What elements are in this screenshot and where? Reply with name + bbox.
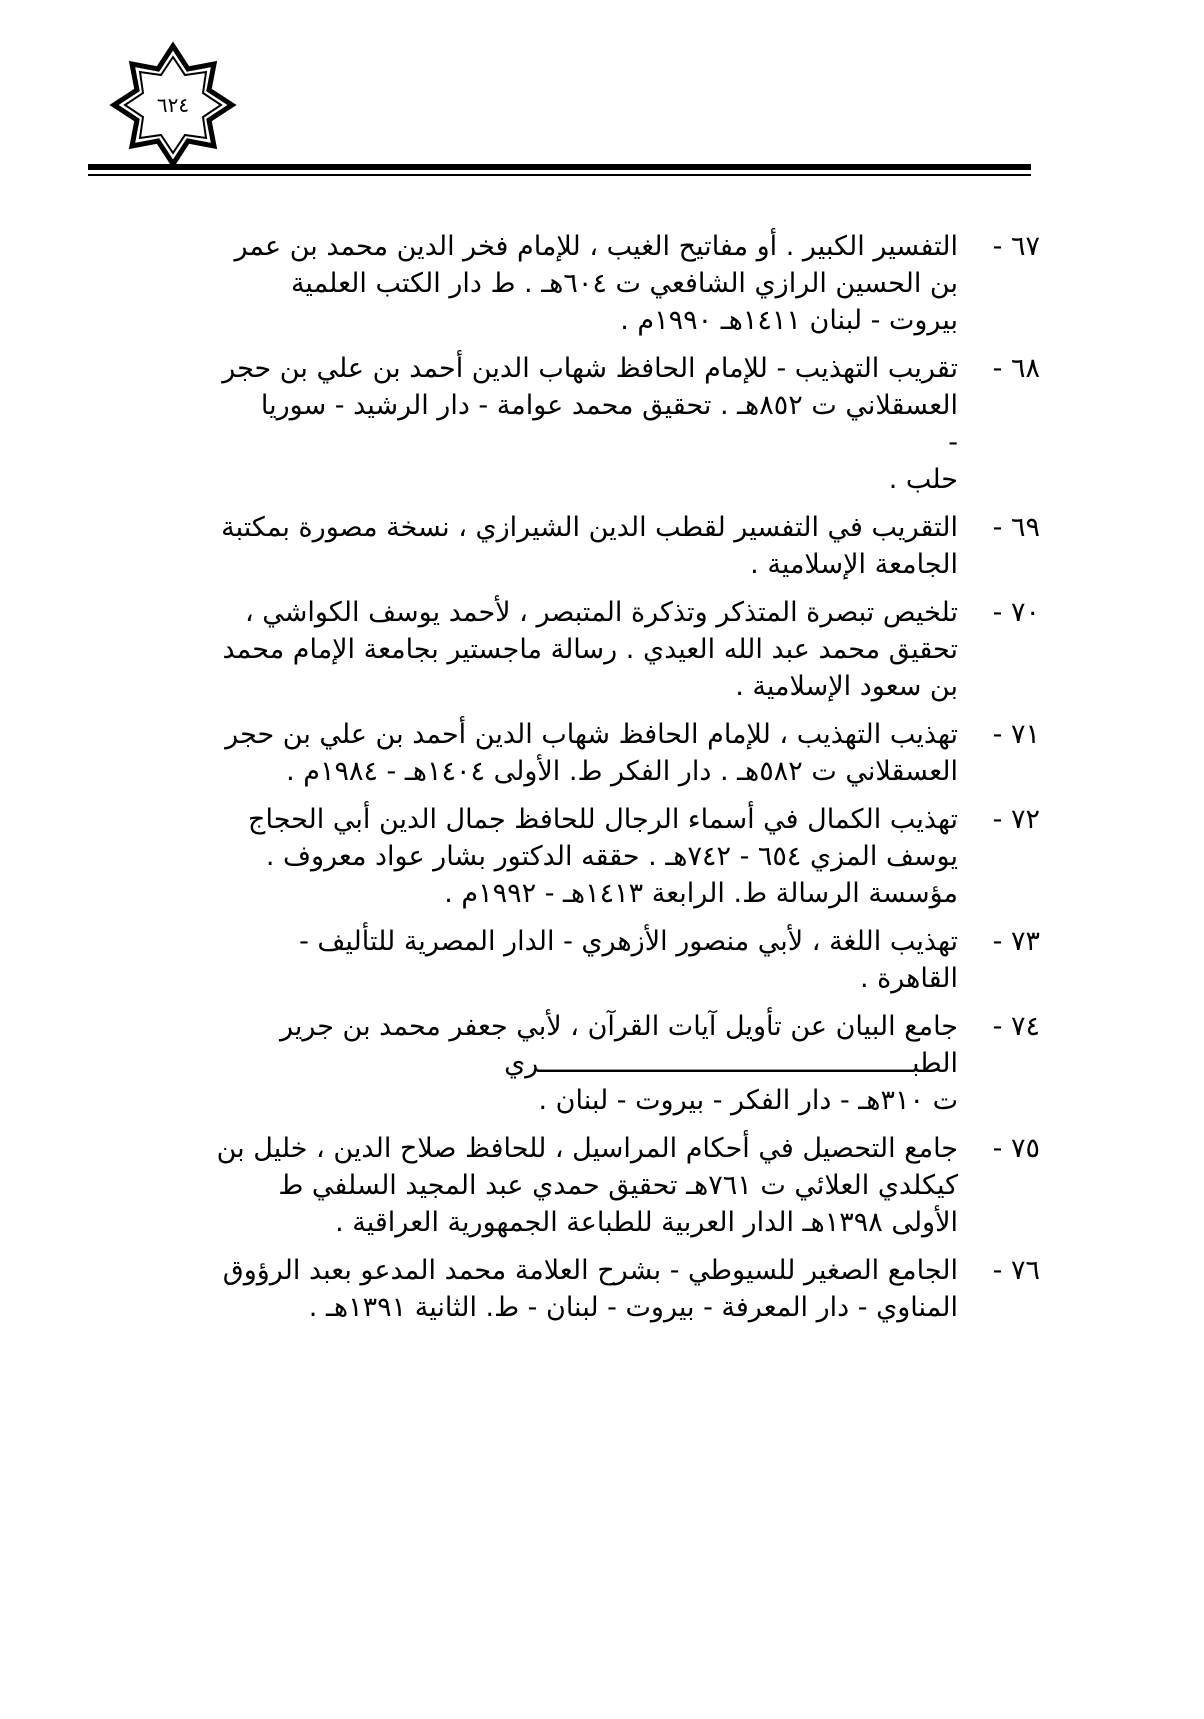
reference-line: كيكلدي العلائي ت ٧٦١هـ تحقيق حمدي عبد المجيد السلفي ط	[278, 1170, 958, 1201]
reference-line: الأولى ١٣٩٨هـ الدار العربية للطباعة الجمهورية العراقية .	[335, 1207, 958, 1238]
reference-text	[150, 923, 958, 997]
reference-line: بيروت - لبنان ١٤١١هـ ١٩٩٠م .	[620, 305, 958, 336]
reference-line: تهذيب الكمال في أسماء الرجال للحافظ جمال الدين أبي الحجاج	[248, 804, 958, 835]
reference-line: جامع التحصيل في أحكام المراسيل ، للحافظ صلاح الدين ، خليل بن	[216, 1133, 958, 1164]
reference-item	[150, 923, 1040, 997]
reference-line: القاهرة .	[859, 963, 958, 994]
reference-list	[150, 228, 1040, 1337]
reference-number: ٧٤ -	[992, 1011, 1040, 1042]
reference-line: ت ٣١٠هـ - دار الفكر - بيروت - لبنان .	[538, 1085, 958, 1116]
reference-line: تقريب التهذيب - للإمام الحافظ شهاب الدين أحمد بن علي بن حجر	[222, 353, 958, 384]
reference-number: ٧١ -	[992, 719, 1040, 750]
reference-line: مؤسسة الرسالة ط. الرابعة ١٤١٣هـ - ١٩٩٢م .	[444, 878, 958, 909]
reference-line: المناوي - دار المعرفة - بيروت - لبنان - ط. الثانية ١٣٩١هـ .	[308, 1292, 958, 1323]
reference-item	[150, 228, 1040, 339]
reference-line: حلب .	[888, 464, 958, 495]
reference-text	[150, 594, 958, 705]
reference-item	[150, 1130, 1040, 1241]
reference-number: ٧٠ -	[992, 597, 1040, 628]
reference-number: ٧٦ -	[992, 1255, 1040, 1286]
reference-text	[150, 350, 958, 498]
reference-line: -	[948, 427, 958, 458]
reference-number: ٧٢ -	[992, 804, 1040, 835]
reference-item	[150, 1252, 1040, 1326]
reference-text	[150, 1252, 958, 1326]
reference-number: ٦٩ -	[992, 512, 1040, 543]
reference-line: الجامعة الإسلامية .	[750, 549, 958, 580]
reference-item	[150, 716, 1040, 790]
page-number-badge	[108, 40, 238, 170]
reference-item	[150, 801, 1040, 912]
reference-text	[150, 716, 958, 790]
reference-line: بن سعود الإسلامية .	[735, 671, 958, 702]
reference-line: جامع البيان عن تأويل آيات القرآن ، لأبي جعفر محمد بن جرير	[279, 1011, 958, 1042]
reference-text	[150, 228, 958, 339]
reference-line: تحقيق محمد عبد الله العيدي . رسالة ماجستير بجامعة الإمام محمد	[222, 634, 958, 665]
page-number: ٦٢٤	[156, 93, 190, 117]
header-rule-thin	[88, 174, 1031, 176]
reference-item	[150, 350, 1040, 498]
reference-text	[150, 1008, 958, 1119]
reference-line: بن الحسين الرازي الشافعي ت ٦٠٤هـ . ط دار الكتب العلمية	[290, 268, 958, 299]
reference-line: التقريب في التفسير لقطب الدين الشيرازي ، نسخة مصورة بمكتبة	[221, 512, 958, 543]
reference-line: العسقلاني ت ٨٥٢هـ . تحقيق محمد عوامة - دار الرشيد - سوريا	[260, 390, 958, 421]
reference-number: ٧٥ -	[992, 1133, 1040, 1164]
reference-line: الطبـــــــــــــــــــــــــــــــــــــــــــــــري	[504, 1048, 958, 1079]
header-rule	[88, 164, 1031, 170]
reference-item	[150, 1008, 1040, 1119]
reference-text	[150, 801, 958, 912]
reference-line: الجامع الصغير للسيوطي - بشرح العلامة محمد المدعو بعبد الرؤوق	[222, 1255, 958, 1286]
reference-number: ٧٣ -	[992, 926, 1040, 957]
reference-item	[150, 594, 1040, 705]
reference-line: التفسير الكبير . أو مفاتيح الغيب ، للإمام فخر الدين محمد بن عمر	[234, 231, 958, 262]
reference-line: العسقلاني ت ٥٨٢هـ . دار الفكر ط. الأولى ١٤٠٤هـ - ١٩٨٤م .	[286, 756, 958, 787]
reference-text	[150, 509, 958, 583]
reference-line: تهذيب اللغة ، لأبي منصور الأزهري - الدار المصرية للتأليف -	[299, 926, 958, 957]
reference-line: يوسف المزي ٦٥٤ - ٧٤٢هـ . حققه الدكتور بشار عواد معروف .	[265, 841, 958, 872]
reference-number: ٦٨ -	[992, 353, 1040, 384]
reference-line: تلخيص تبصرة المتذكر وتذكرة المتبصر ، لأحمد يوسف الكواشي ،	[245, 597, 958, 628]
reference-text	[150, 1130, 958, 1241]
reference-item	[150, 509, 1040, 583]
reference-line: تهذيب التهذيب ، للإمام الحافظ شهاب الدين أحمد بن علي بن حجر	[225, 719, 958, 750]
reference-number: ٦٧ -	[992, 231, 1040, 262]
